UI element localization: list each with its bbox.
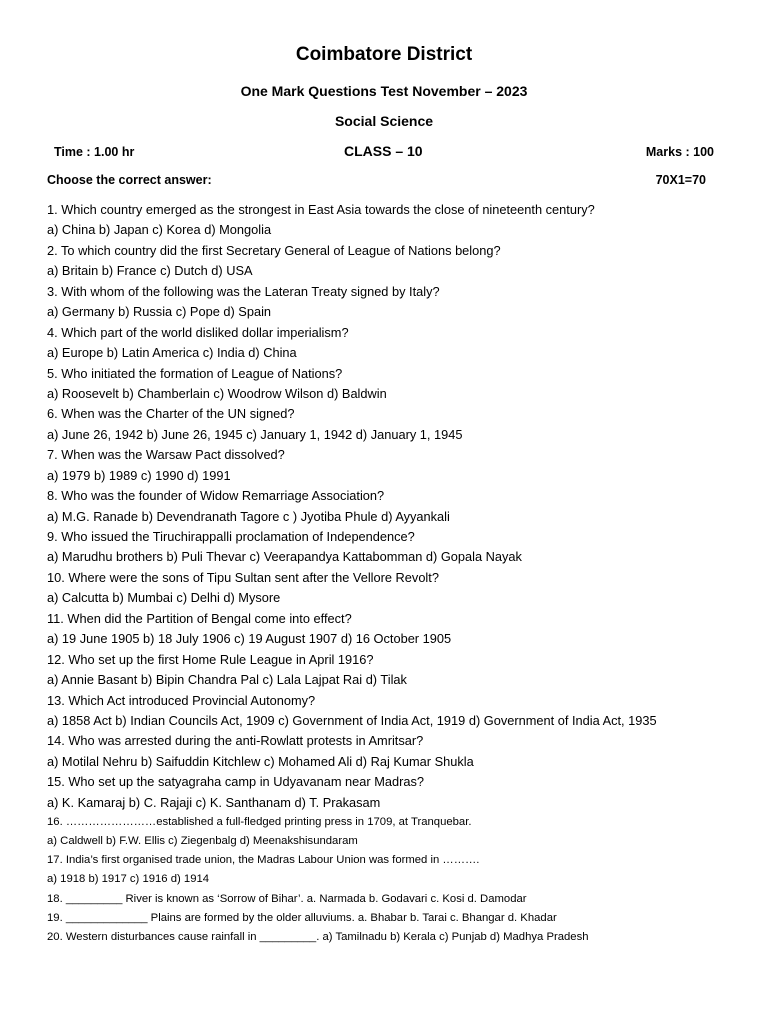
question-line: 9. Who issued the Tiruchirappalli proclamation of Independence?: [47, 529, 415, 544]
options-line: a) Europe b) Latin America c) India d) China: [47, 345, 297, 361]
options-line: a) K. Kamaraj b) C. Rajaji c) K. Santhanam d) T. Prakasam: [47, 794, 381, 810]
options-line: a) 1979 b) 1989 c) 1990 d) 1991: [47, 467, 231, 483]
options-line: a) Caldwell b) F.W. Ellis c) Ziegenbalg d) Meenakshisundaram: [47, 835, 358, 848]
options-line: a) Roosevelt b) Chamberlain c) Woodrow Wilson d) Baldwin: [47, 385, 387, 401]
options-line: a) 19 June 1905 b) 18 July 1906 c) 19 August 1907 d) 16 October 1905: [47, 631, 452, 647]
question-line: 3. With whom of the following was the Lateran Treaty signed by Italy?: [47, 283, 440, 299]
test-title: One Mark Questions Test November – 2023: [240, 83, 528, 99]
question-line: 20. Western disturbances cause rainfall in _________. a) Tamilnadu b) Kerala c) Punjab d) Madhya Pradesh: [47, 930, 589, 943]
marks-label: Marks : 100: [645, 145, 714, 159]
question-line: 6. When was the Charter of the UN signed?: [47, 406, 295, 422]
question-line: 17. India’s first organised trade union, the Madras Labour Union was formed in ……….: [47, 854, 480, 867]
district-title: Coimbatore District: [295, 44, 473, 65]
marks-calculation: 70X1=70: [655, 173, 706, 187]
question-line: 4. Which part of the world disliked dollar imperialism?: [47, 324, 349, 340]
options-line: a) Motilal Nehru b) Saifuddin Kitchlew c) Mohamed Ali d) Raj Kumar Shukla: [47, 753, 474, 769]
question-line: 1. Which country emerged as the strongest in East Asia towards the close of nineteenth century?: [47, 202, 595, 217]
options-line: a) Britain b) France c) Dutch d) USA: [47, 263, 253, 279]
options-line: a) 1858 Act b) Indian Councils Act, 1909 c) Government of India Act, 1919 d) Government of India Act, 1935: [47, 712, 657, 728]
options-line: a) Annie Basant b) Bipin Chandra Pal c) Lala Lajpat Rai d) Tilak: [47, 672, 407, 688]
options-line: a) 1918 b) 1917 c) 1916 d) 1914: [47, 873, 210, 886]
time-label: Time : 1.00 hr: [54, 145, 135, 159]
question-line: 10. Where were the sons of Tipu Sultan sent after the Vellore Revolt?: [47, 569, 439, 585]
options-line: a) June 26, 1942 b) June 26, 1945 c) January 1, 1942 d) January 1, 1945: [47, 426, 463, 442]
question-line: 18. _________ River is known as ‘Sorrow of Bihar’. a. Narmada b. Godavari c. Kosi d. Damodar: [47, 892, 527, 905]
question-line: 8. Who was the founder of Widow Remarriage Association?: [47, 488, 385, 504]
question-line: 11. When did the Partition of Bengal come into effect?: [47, 610, 352, 626]
instruction-text: Choose the correct answer:: [47, 173, 212, 187]
class-label: CLASS – 10: [344, 143, 423, 159]
question-line: 16. ……………………established a full-fledged printing press in 1709, at Tranquebar.: [47, 816, 472, 829]
subject-title: Social Science: [334, 113, 434, 129]
options-line: a) Germany b) Russia c) Pope d) Spain: [47, 304, 272, 320]
question-line: 2. To which country did the first Secretary General of League of Nations belong?: [47, 242, 501, 258]
options-line: a) Calcutta b) Mumbai c) Delhi d) Mysore: [47, 590, 281, 606]
question-line: 19. _____________ Plains are formed by the older alluviums. a. Bhabar b. Tarai c. Bhangar d. Khadar: [47, 911, 557, 924]
options-line: a) Marudhu brothers b) Puli Thevar c) Veerapandya Kattabomman d) Gopala Nayak: [47, 549, 522, 565]
options-line: a) China b) Japan c) Korea d) Mongolia: [47, 222, 272, 238]
question-line: 12. Who set up the first Home Rule League in April 1916?: [47, 651, 374, 667]
question-line: 7. When was the Warsaw Pact dissolved?: [47, 447, 285, 463]
question-line: 13. Which Act introduced Provincial Autonomy?: [47, 692, 316, 708]
options-line: a) M.G. Ranade b) Devendranath Tagore c ) Jyotiba Phule d) Ayyankali: [47, 508, 450, 524]
question-line: 14. Who was arrested during the anti-Rowlatt protests in Amritsar?: [47, 733, 424, 749]
question-line: 15. Who set up the satyagraha camp in Udyavanam near Madras?: [47, 774, 425, 790]
question-list: [47, 200, 758, 947]
question-line: 5. Who initiated the formation of League of Nations?: [47, 365, 343, 381]
